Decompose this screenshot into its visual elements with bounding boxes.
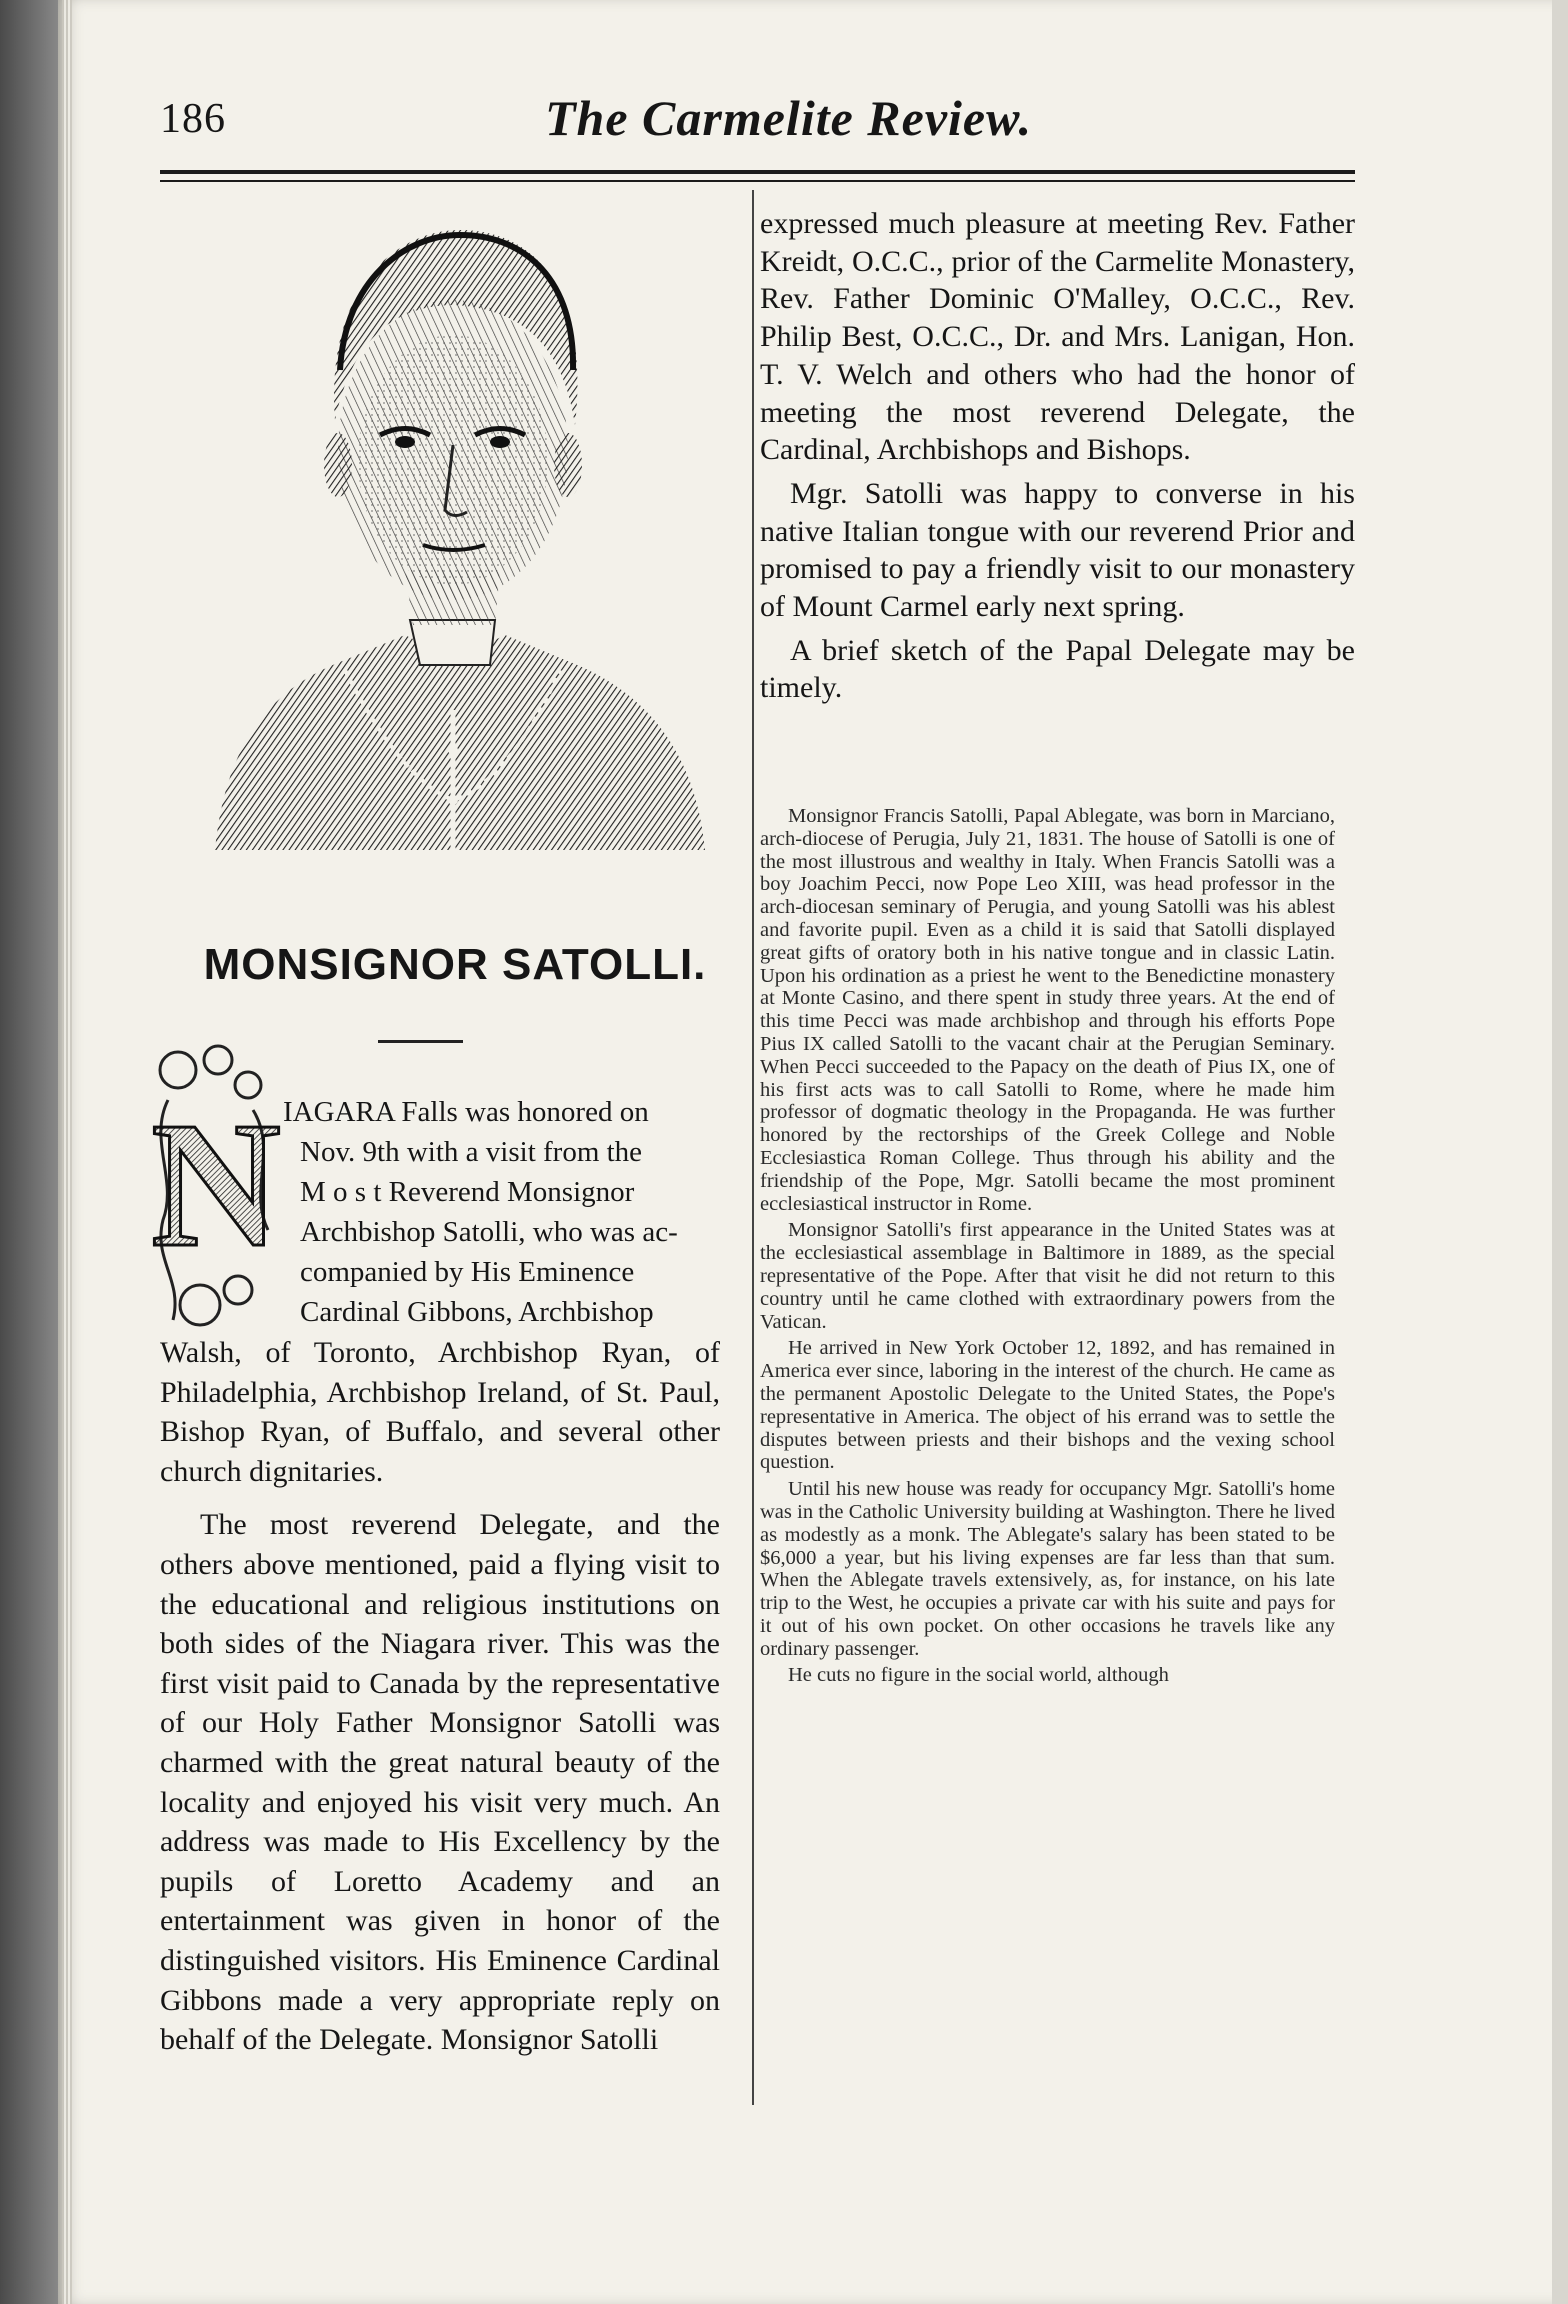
lead-line-2: Nov. 9th with a visit from the bbox=[300, 1136, 643, 1168]
column-divider bbox=[752, 190, 754, 2105]
running-header bbox=[160, 90, 1360, 155]
lead-line-5: companied by His Eminence bbox=[300, 1256, 635, 1288]
page-edges bbox=[62, 0, 72, 2304]
drop-cap-letter: N bbox=[151, 1085, 281, 1284]
sketch-paragraph: He arrived in New York October 12, 1892, and has remained in America ever since, laboring in the interest of the church. He came as the permanent Apostolic Delegate to the United States, the Pope's representative in America. The object of his errand was to settle the disputes between priests and their bishops and the vexing school question. bbox=[760, 1337, 1335, 1474]
biographical-sketch bbox=[760, 805, 1335, 1687]
scan-right-edge bbox=[1552, 0, 1568, 2304]
portrait-caption: MONSIGNOR SATOLLI. bbox=[203, 940, 707, 989]
left-column-body bbox=[160, 1333, 720, 2060]
ornamental-drop-cap bbox=[138, 1040, 288, 1340]
sketch-paragraph: Monsignor Francis Satolli, Papal Ablegate, was born in Marciano, arch-diocese of Perugia, July 21, 1831. The house of Satolli is one of the most illustrous and wealthy in Italy. When Francis Satolli was a boy Joachim Pecci, now Pope Leo XIII, was head professor in the arch-diocesan seminary of Perugia, and young Satolli was his ablest and favorite pupil. Even as a child it is said that Satolli displayed great gifts of oratory both in his native tongue and in classic Latin. Upon his ordination as a priest he went to the Benedictine monastery at Monte Casino, and there spent in study three years. At the end of this time Pecci was made archbishop and through his efforts Pope Pius IX called Satolli to the vacant chair at the Perugian Seminary. When Pecci succeeded to the Papacy on the death of Pius IX, one of his first acts was to call Satolli to Rome, where he made him professor of dogmatic theology in the Propaganda. He was further honored by the rectorships of the Greek College and Noble Ecclesiastica Roman College. Thus through his ability and the friendship of the Pope, Mgr. Satolli became the most prominent ecclesiastical instructor in Rome. bbox=[760, 805, 1335, 1215]
right-paragraph-1: expressed much pleasure at meeting Rev. Father Kreidt, O.C.C., prior of the Carmelite Monastery, Rev. Father Dominic O'Malley, O.C.C., Rev. Philip Best, O.C.C., Dr. and Mrs. Lanigan, Hon. T. V. Welch and others who had the honor of meeting the most reverend Delegate, the Cardinal, Archbishops and Bishops. bbox=[760, 207, 1355, 467]
sketch-paragraph: Monsignor Satolli's first appearance in the United States was at the ecclesiastical assemblage in Baltimore in 1889, as the special representative of the Pope. After that visit he did not return to this country until he came clothed with extraordinary powers from the Vatican. bbox=[760, 1219, 1335, 1333]
paragraph-2: The most reverend Delegate, and the others above mentioned, paid a flying visit to the educational and religious institutions on both sides of the Niagara river. This was the first visit paid to Canada by the representative of our Holy Father Monsignor Satolli was charmed with the great natural beauty of the locality and enjoyed his visit very much. An address was made to His Excellency by the pupils of Loretto Academy and an entertainment was given in honor of the distinguished visitors. His Eminence Cardinal Gibbons made a very appropriate reply on behalf of the Delegate. Monsignor Satolli bbox=[160, 1508, 720, 2057]
right-paragraph-3: A brief sketch of the Papal Delegate may be timely. bbox=[760, 633, 1355, 705]
paragraph-1-continued: Walsh, of Toronto, Archbishop Ryan, of Philadelphia, Archbishop Ireland, of St. Paul, Bishop Ryan, of Buffalo, and several other church dignitaries. bbox=[160, 1336, 720, 1488]
caption-rule bbox=[378, 1040, 463, 1043]
header-rule-thick bbox=[160, 170, 1355, 174]
lead-line-3: M o s t Reverend Monsignor bbox=[300, 1176, 635, 1208]
scanner-edge bbox=[0, 0, 60, 2304]
sketch-paragraph: Until his new house was ready for occupancy Mgr. Satolli's home was in the Catholic University building at Washington. There he lived as modestly as a monk. The Ablegate's salary has been stated to be $6,000 a year, but his living expenses are far less than that sum. When the Ablegate travels extensively, as, for instance, on his late trip to the West, he occupies a private car with his suite and pays for it out of his own pocket. On other occasions he travels like any ordinary passenger. bbox=[760, 1478, 1335, 1660]
lead-line-1: IAGARA Falls was honored on bbox=[283, 1096, 649, 1128]
portrait-engraving bbox=[195, 190, 715, 850]
lead-line-4: Archbishop Satolli, who was ac- bbox=[300, 1216, 678, 1248]
sketch-paragraph: He cuts no figure in the social world, although bbox=[788, 1664, 1169, 1687]
header-rule-thin bbox=[160, 180, 1355, 182]
journal-title: The Carmelite Review. bbox=[545, 90, 1033, 146]
lead-line-6: Cardinal Gibbons, Archbishop bbox=[300, 1296, 654, 1328]
right-paragraph-2: Mgr. Satolli was happy to converse in his native Italian tongue with our reverend Prior and promised to pay a friendly visit to our monastery of Mount Carmel early next spring. bbox=[760, 476, 1355, 624]
page-number: 186 bbox=[160, 96, 226, 142]
right-column-body bbox=[760, 205, 1355, 707]
